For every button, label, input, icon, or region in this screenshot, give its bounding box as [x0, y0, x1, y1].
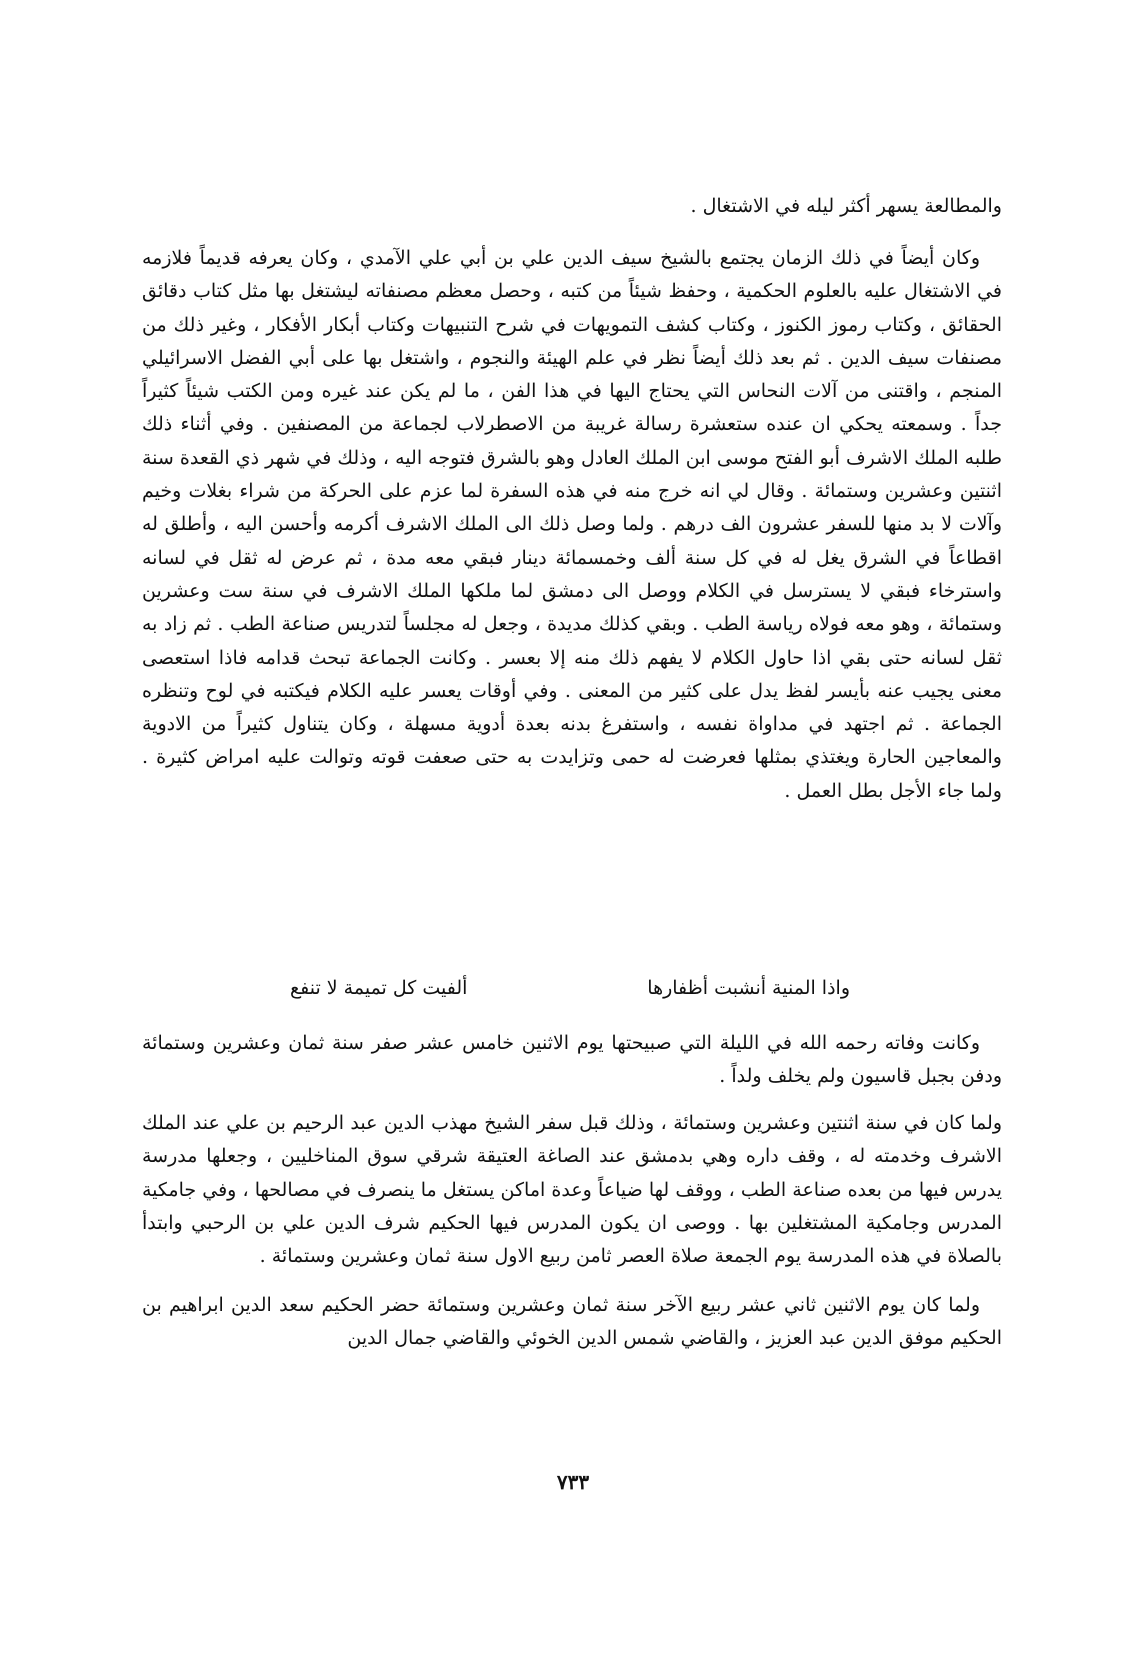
verse-second-hemistich: ألفيت كل تميمة لا تنفع: [290, 977, 468, 999]
paragraph-amidi: [142, 242, 1002, 808]
paragraph-text: ولما كان يوم الاثنين ثاني عشر ربيع الآخر سنة ثمان وعشرين وستمائة حضر الحكيم سعد الدين ابراهيم بن الحكيم موفق الدين عبد العزيز ، والقاضي شمس الدين الخوئي والقاضي جمال الدين: [142, 1294, 1002, 1350]
page-number: ٧٣٣: [556, 1470, 590, 1494]
paragraph-text: والمطالعة يسهر أكثر ليله في الاشتغال .: [690, 195, 1002, 217]
paragraph-madrasa: [142, 1107, 1002, 1273]
verse-line: [290, 972, 850, 1005]
paragraph-text: ولما كان في سنة اثنتين وعشرين وستمائة ، وذلك قبل سفر الشيخ مهذب الدين عبد الرحيم بن علي عند الملك الاشرف وخدمته له ، وقف داره وهي بدمشق عند الصاغة العتيقة شرقي سوق المناخليين ، وجعلها مدرسة يدرس فيها من بعده صناعة الطب ، ووقف لها ضياعاً وعدة اماكن يستغل ما ينصرف في مصالحها ، وفي جامكية المدرس وجامكية المشتغلين بها . ووصى ان يكون المدرس فيها الحكيم شرف الدين علي بن الرحبي وابتدأ بالصلاة في هذه المدرسة يوم الجمعة صلاة العصر ثامن ربيع الاول سنة ثمان وعشرين وستمائة .: [142, 1112, 1002, 1268]
paragraph-continuation: [142, 190, 1002, 223]
paragraph-attendance: [142, 1289, 1002, 1356]
paragraph-text: وكان أيضاً في ذلك الزمان يجتمع بالشيخ سيف الدين علي بن أبي علي الآمدي ، وكان يعرفه قديماً فلازمه في الاشتغال عليه بالعلوم الحكمية ، وحفظ شيئاً من كتبه ، وحصل معظم مصنفاته ليشتغل بها مثل كتاب دقائق الحقائق ، وكتاب رموز الكنوز ، وكتاب كشف التمويهات في شرح التنبيهات وكتاب أبكار الأفكار ، وغير ذلك من مصنفات سيف الدين . ثم بعد ذلك أيضاً نظر في علم الهيئة والنجوم ، واشتغل بها على أبي الفضل الاسرائيلي المنجم ، واقتنى من آلات النحاس التي يحتاج اليها في هذا الفن ، ما لم يكن عند غيره ومن الكتب شيئاً كثيراً جداً . وسمعته يحكي ان عنده ستعشرة رسالة غريبة من الاصطرلاب لجماعة من المصنفين . وفي أثناء ذلك طلبه الملك الاشرف أبو الفتح موسى ابن الملك العادل وهو بالشرق فتوجه اليه ، وذلك في شهر ذي القعدة سنة اثنتين وعشرين وستمائة . وقال لي انه خرج منه في هذه السفرة لما عزم على الحركة من شراء بغلات وخيم وآلات لا بد منها للسفر عشرون الف درهم . ولما وصل ذلك الى الملك الاشرف أكرمه وأحسن اليه ، وأطلق له اقطاعاً في الشرق يغل له في كل سنة ألف وخمسمائة دينار فبقي معه مدة ، ثم عرض له ثقل في لسانه واسترخاء فبقي لا يسترسل في الكلام ووصل الى دمشق لما ملكها الملك الاشرف في سنة ست وعشرين وستمائة ، وهو معه فولاه رياسة الطب . وبقي كذلك مديدة ، وجعل له مجلساً لتدريس صناعة الطب . ثم زاد به ثقل لسانه حتى بقي اذا حاول الكلام لا يفهم ذلك منه إلا بعسر . وكانت الجماعة تبحث قدامه فاذا استعصى معنى يجيب عنه بأيسر لفظ يدل على كثير من المعنى . وفي أوقات يعسر عليه الكلام فيكتبه في لوح وتنظره الجماعة . ثم اجتهد في مداواة نفسه ، واستفرغ بدنه بعدة أدوية مسهلة ، وكان يتناول كثيراً من الادوية والمعاجين الحارة ويغتذي بمثلها فعرضت له حمى وتزايدت به حتى صعفت قوته وتوالت عليه امراض كثيرة . ولما جاء الأجل بطل العمل .: [142, 247, 1002, 802]
paragraph-death: [142, 1027, 1002, 1094]
paragraph-text: وكانت وفاته رحمه الله في الليلة التي صبيحتها يوم الاثنين خامس عشر صفر سنة ثمان وعشرين وستمائة ودفن بجبل قاسيون ولم يخلف ولداً .: [142, 1032, 1002, 1088]
verse-first-hemistich: واذا المنية أنشبت أظفارها: [647, 977, 850, 999]
